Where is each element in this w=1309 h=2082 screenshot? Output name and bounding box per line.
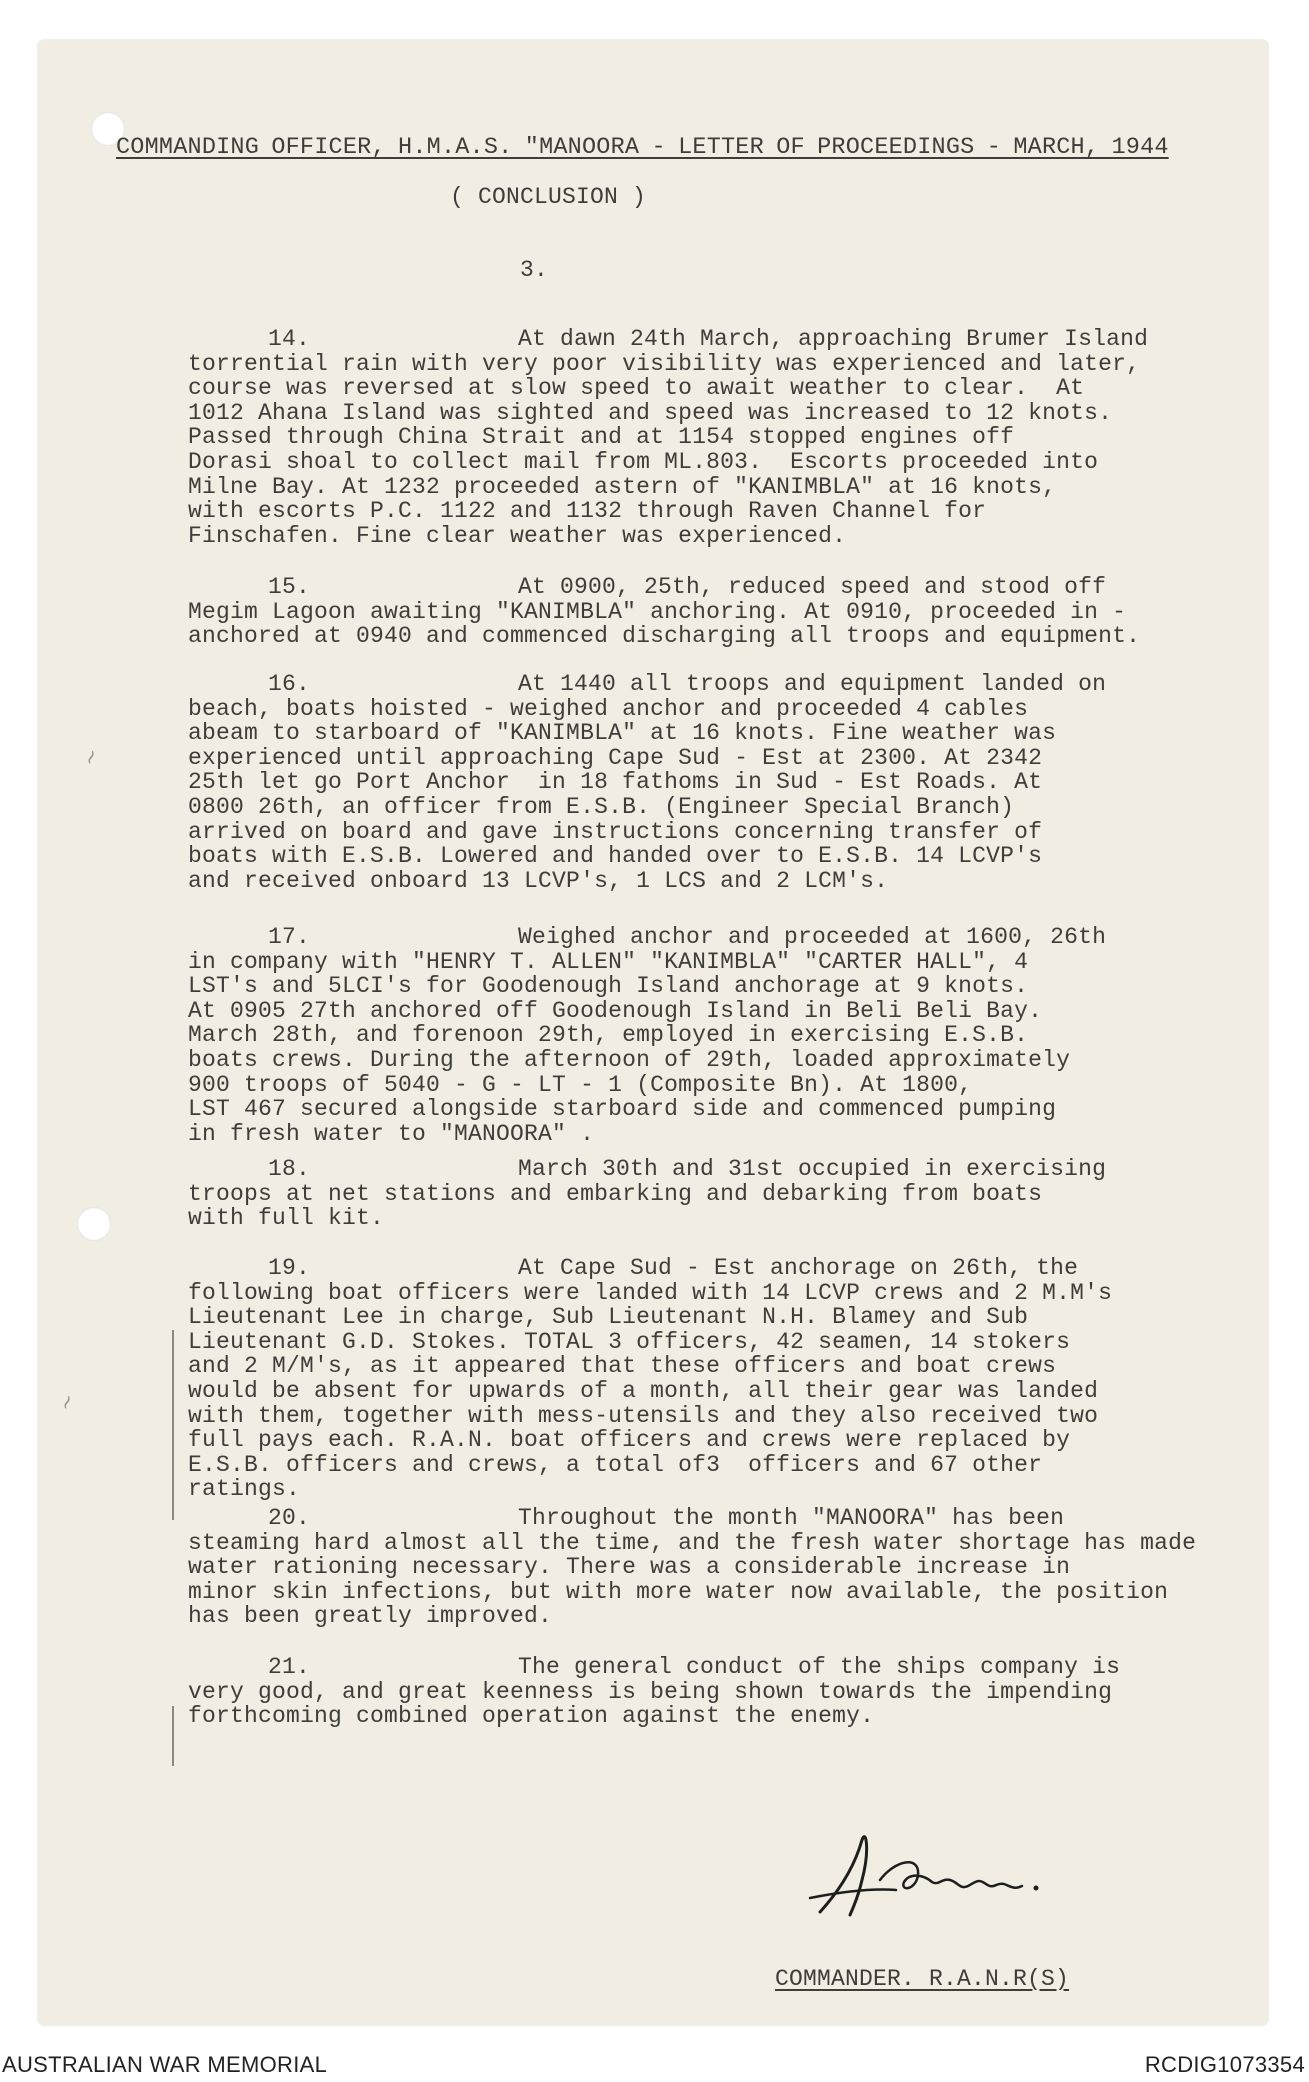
paragraph-text: very good, and great keenness is being shown towards the impending [188,1678,1113,1705]
paragraph-text: At Cape Sud - Est anchorage on 26th, the [518,1255,1079,1281]
paragraph-text: Megim Lagoon awaiting "KANIMBLA" anchoring. At 0910, proceeded in - [188,598,1127,625]
paragraph-text: with full kit. [188,1205,385,1232]
paragraph-line [188,1428,1112,1453]
paragraph-text: troops at net stations and embarking and debarking from boats [188,1180,1043,1207]
paragraph-text: E.S.B. officers and crews, a total of3 officers and 67 other [188,1451,1043,1478]
paragraph-text: Lieutenant G.D. Stokes. TOTAL 3 officers, 42 seamen, 14 stokers [188,1328,1071,1355]
paragraph-text: steaming hard almost all the time, and the fresh water shortage has made [188,1529,1197,1556]
paragraph-19 [188,1256,1112,1502]
paragraph-number: 19. [268,1255,311,1281]
paragraph-line [188,1330,1112,1355]
pencil-margin-line-bottom [172,1706,174,1766]
paragraph-line [188,1073,1106,1098]
paragraph-text: 0800 26th, an officer from E.S.B. (Engineer Special Branch) [188,793,1015,820]
paragraph-number: 20. [268,1505,311,1531]
paragraph-text: 1012 Ahana Island was sighted and speed was increased to 12 knots. [188,399,1113,426]
paragraph-text: following boat officers were landed with 14 LCVP crews and 2 M.M's [188,1279,1113,1306]
paragraph-text: with them, together with mess-utensils and they also received two [188,1402,1099,1429]
page-number: 3. [520,257,549,283]
pencil-annotation-top: ~ [76,745,105,769]
paragraph-line [188,425,1148,450]
paragraph-number: 14. [268,326,311,352]
pencil-annotation-bottom: ~ [52,1390,81,1414]
paragraph-line [188,624,1140,649]
paragraph-text: full pays each. R.A.N. boat officers and crews were replaced by [188,1427,1071,1454]
paragraph-line [188,352,1148,377]
paragraph-line [188,1097,1106,1122]
paragraph-number: 18. [268,1156,311,1182]
paragraph-line [188,721,1106,746]
paragraph-21 [188,1655,1120,1729]
paragraph-text: forthcoming combined operation against the enemy. [188,1703,875,1730]
paragraph-number: 15. [268,574,311,600]
paragraph-line [188,869,1106,894]
paragraph-15 [188,575,1140,649]
paragraph-line [188,600,1140,625]
paragraph-text: water rationing necessary. There was a considerable increase in [188,1554,1071,1581]
paragraph-number: 21. [268,1654,311,1680]
paragraph-line [188,1704,1120,1729]
paragraph-text: March 30th and 31st occupied in exercising [518,1156,1107,1182]
paragraph-text: At 0900, 25th, reduced speed and stood off [518,574,1107,600]
paragraph-line [188,499,1148,524]
pencil-margin-line-top [172,1330,174,1520]
paragraph-text: abeam to starboard of "KANIMBLA" at 16 knots. Fine weather was [188,720,1057,747]
paragraph-text: and 2 M/M's, as it appeared that these officers and boat crews [188,1353,1057,1380]
paragraph-text: anchored at 0940 and commenced discharging all troops and equipment. [188,623,1141,650]
paragraph-17 [188,925,1106,1146]
paragraph-line [188,1281,1112,1306]
paragraph-text: in fresh water to "MANOORA" . [188,1120,595,1147]
footer-catalog-id: RCDIG1073354 [1144,2052,1305,2077]
paragraph-text: minor skin infections, but with more water now available, the position [188,1578,1169,1605]
paragraph-text: boats with E.S.B. Lowered and handed over to E.S.B. 14 LCVP's [188,843,1043,870]
handwritten-signature [800,1820,1100,1930]
paragraph-number: 16. [268,671,311,697]
paragraph-text: Dorasi shoal to collect mail from ML.803. Escorts proceeded into [188,448,1099,475]
paragraph-line [188,795,1106,820]
paragraph-line [188,475,1148,500]
paragraph-text: beach, boats hoisted - weighed anchor and proceeded 4 cables [188,695,1029,722]
paragraph-number: 17. [268,924,311,950]
paragraph-line [188,1555,1196,1580]
paragraph-text: would be absent for upwards of a month, all their gear was landed [188,1377,1099,1404]
paragraph-line [188,524,1148,549]
paragraph-text: At 0905 27th anchored off Goodenough Island in Beli Beli Bay. [188,997,1043,1024]
paragraph-line [268,1256,1112,1281]
paragraph-line [188,376,1148,401]
paragraph-text: 900 troops of 5040 - G - LT - 1 (Composite Bn). At 1800, [188,1071,973,1098]
paragraph-line [188,1580,1196,1605]
paragraph-text: LST 467 secured alongside starboard side and commenced pumping [188,1096,1057,1123]
paragraph-text: March 28th, and forenoon 29th, employed in exercising E.S.B. [188,1022,1029,1049]
paragraph-text: At 1440 all troops and equipment landed on [518,671,1107,697]
paragraph-line [268,925,1106,950]
paragraph-text: course was reversed at slow speed to await weather to clear. At [188,375,1085,402]
paragraph-line [188,1182,1106,1207]
paragraph-text: Weighed anchor and proceeded at 1600, 26th [518,924,1107,950]
paragraph-line [188,1379,1112,1404]
signoff-title: COMMANDER. R.A.N.R(S) [775,1966,1070,1992]
paragraph-text: and received onboard 13 LCVP's, 1 LCS and 2 LCM's. [188,867,889,894]
punch-hole-bottom [77,1207,111,1241]
paragraph-text: Lieutenant Lee in charge, Sub Lieutenant N.H. Blamey and Sub [188,1304,1029,1331]
paragraph-line [188,1604,1196,1629]
paragraph-18 [188,1157,1106,1231]
paragraph-line [188,770,1106,795]
paragraph-text: arrived on board and gave instructions concerning transfer of [188,818,1043,845]
paragraph-line [188,1206,1106,1231]
paragraph-line [188,401,1148,426]
paragraph-line [188,999,1106,1024]
paragraph-line [188,1048,1106,1073]
paragraph-line [268,1157,1106,1182]
paragraph-text: At dawn 24th March, approaching Brumer Island [518,326,1149,352]
document-heading: COMMANDING OFFICER, H.M.A.S. "MANOORA - LETTER OF PROCEEDINGS - MARCH, 1944 [116,134,1169,161]
paragraph-line [188,1305,1112,1330]
paragraph-text: ratings. [188,1476,301,1503]
footer-institution: AUSTRALIAN WAR MEMORIAL [2,2052,328,2077]
paragraph-line [188,450,1148,475]
paragraph-line [268,1655,1120,1680]
paragraph-text: The general conduct of the ships company is [518,1654,1121,1680]
paragraph-20 [188,1506,1196,1629]
paragraph-line [188,1680,1120,1705]
paragraph-line [188,844,1106,869]
paragraph-line [188,974,1106,999]
paragraph-line [188,1477,1112,1502]
paragraph-line [188,746,1106,771]
paragraph-text: Throughout the month "MANOORA" has been [518,1505,1065,1531]
paragraph-text: has been greatly improved. [188,1603,553,1630]
paragraph-text: with escorts P.C. 1122 and 1132 through Raven Channel for [188,498,987,525]
paragraph-line [188,697,1106,722]
paragraph-line [188,1023,1106,1048]
paragraph-line [268,1506,1196,1531]
document-subheading: ( CONCLUSION ) [450,184,647,210]
paragraph-text: Finschafen. Fine clear weather was experienced. [188,522,847,549]
paragraph-line [268,575,1140,600]
paragraph-line [268,327,1148,352]
paragraph-text: Milne Bay. At 1232 proceeded astern of "KANIMBLA" at 16 knots, [188,473,1057,500]
paragraph-text: torrential rain with very poor visibility was experienced and later, [188,350,1141,377]
paragraph-text: Passed through China Strait and at 1154 stopped engines off [188,424,1015,451]
paragraph-line [188,1354,1112,1379]
paragraph-line [188,820,1106,845]
paragraph-line [188,1122,1106,1147]
paragraph-line [188,1531,1196,1556]
paragraph-text: 25th let go Port Anchor in 18 fathoms in Sud - Est Roads. At [188,769,1043,796]
paragraph-text: boats crews. During the afternoon of 29th, loaded approximately [188,1046,1071,1073]
paragraph-text: LST's and 5LCI's for Goodenough Island anchorage at 9 knots. [188,973,1029,1000]
paragraph-text: in company with "HENRY T. ALLEN" "KANIMBLA" "CARTER HALL", 4 [188,948,1029,975]
paragraph-14 [188,327,1148,548]
paragraph-16 [188,672,1106,893]
paragraph-line [188,950,1106,975]
paragraph-line [188,1404,1112,1429]
paragraph-line [188,1453,1112,1478]
paragraph-line [268,672,1106,697]
paragraph-text: experienced until approaching Cape Sud - Est at 2300. At 2342 [188,744,1043,771]
